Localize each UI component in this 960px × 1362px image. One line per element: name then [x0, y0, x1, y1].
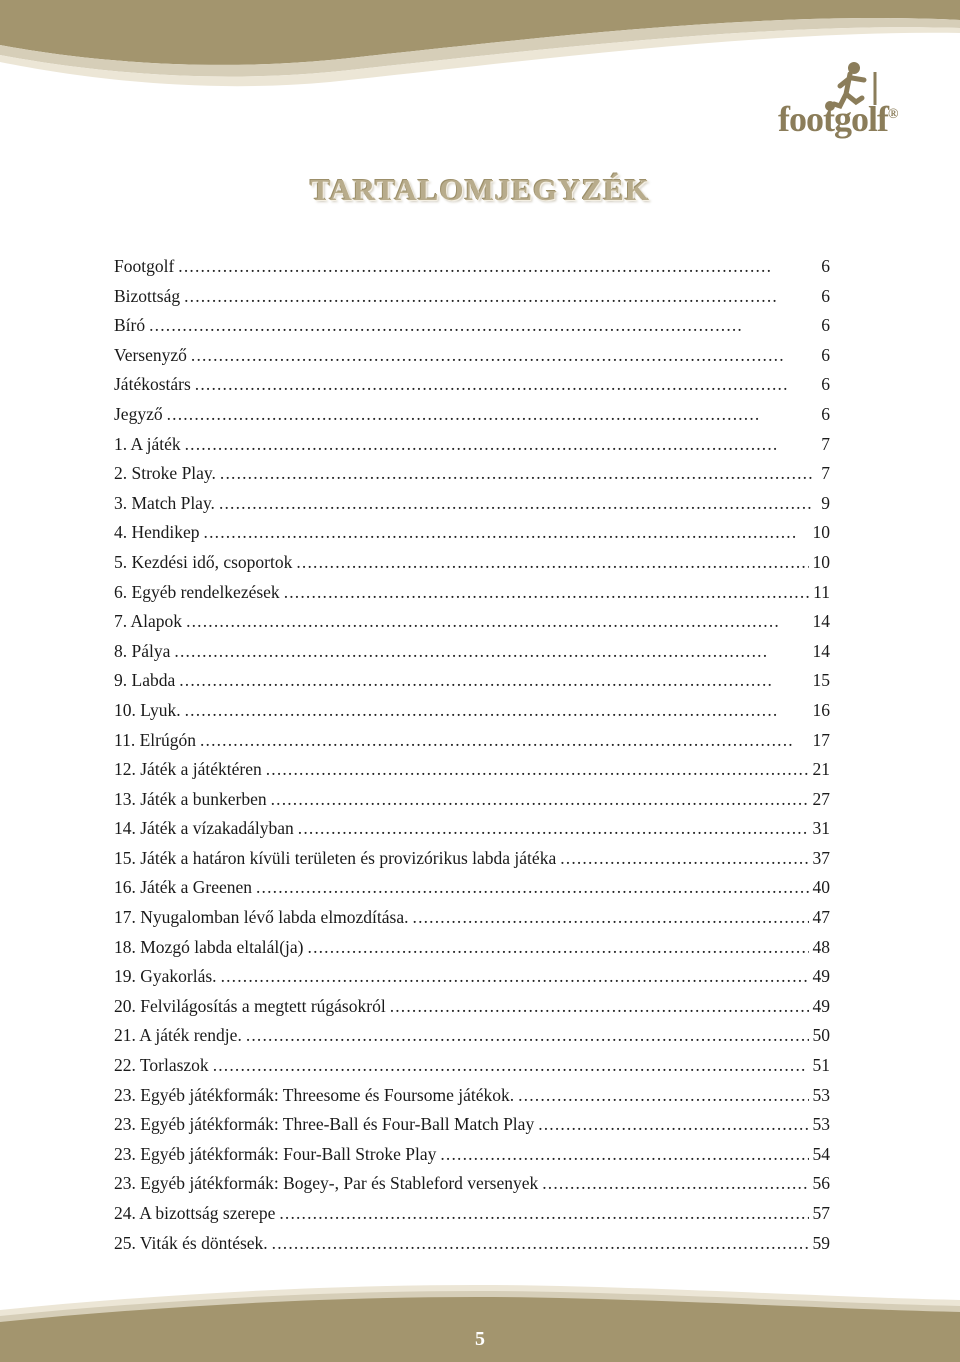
toc-leader-dots	[560, 844, 808, 874]
toc-entry-page: 40	[812, 877, 830, 898]
toc-leader-dots	[542, 1169, 808, 1199]
toc-entry-page: 53	[812, 1084, 830, 1105]
toc-leader-dots	[284, 578, 809, 608]
toc-leader-dots	[149, 311, 817, 341]
toc-entry-page: 6	[821, 315, 830, 336]
toc-entry[interactable]	[114, 666, 830, 696]
toc-entry-page: 16	[812, 699, 830, 720]
toc-leader-dots	[390, 992, 809, 1022]
toc-entry-page: 31	[812, 818, 830, 839]
toc-entry-label: 23. Egyéb játékformák: Threesome és Foursome játékok.	[114, 1084, 515, 1105]
table-of-contents	[114, 252, 830, 1258]
toc-entry[interactable]	[114, 933, 830, 963]
toc-leader-dots	[204, 518, 809, 548]
toc-leader-dots	[413, 903, 809, 933]
toc-leader-dots	[256, 873, 809, 903]
toc-entry-label: Versenyző	[114, 344, 187, 365]
toc-leader-dots	[279, 1199, 808, 1229]
footgolf-logo: footgolf®	[778, 99, 898, 139]
toc-entry[interactable]	[114, 814, 830, 844]
toc-entry-page: 6	[821, 374, 830, 395]
toc-leader-dots	[246, 1021, 809, 1051]
toc-leader-dots	[220, 459, 817, 489]
toc-leader-dots	[221, 962, 809, 992]
toc-entry-label: Játékostárs	[114, 374, 191, 395]
toc-entry-page: 53	[812, 1114, 830, 1135]
toc-entry[interactable]	[114, 844, 830, 874]
toc-entry-page: 50	[812, 1025, 830, 1046]
toc-entry-label: 13. Játék a bunkerben	[114, 788, 267, 809]
toc-entry-label: 17. Nyugalomban lévő labda elmozdítása.	[114, 907, 409, 928]
toc-entry-label: 9. Labda	[114, 670, 176, 691]
toc-entry-page: 7	[821, 463, 830, 484]
toc-entry-label: 23. Egyéb játékformák: Three-Ball és Four-Ball Match Play	[114, 1114, 535, 1135]
toc-entry[interactable]	[114, 637, 830, 667]
toc-entry[interactable]	[114, 1110, 830, 1140]
toc-entry-page: 47	[812, 907, 830, 928]
toc-entry[interactable]	[114, 489, 830, 519]
toc-entry[interactable]	[114, 1021, 830, 1051]
toc-entry[interactable]	[114, 785, 830, 815]
toc-entry[interactable]	[114, 1051, 830, 1081]
toc-entry-page: 6	[821, 344, 830, 365]
toc-entry-label: 10. Lyuk.	[114, 699, 181, 720]
toc-entry-page: 27	[812, 788, 830, 809]
toc-entry[interactable]	[114, 252, 830, 282]
toc-entry-label: 23. Egyéb játékformák: Four-Ball Stroke Play	[114, 1143, 437, 1164]
toc-leader-dots	[186, 607, 808, 637]
toc-entry-label: 1. A játék	[114, 433, 181, 454]
toc-entry[interactable]	[114, 459, 830, 489]
toc-leader-dots	[191, 341, 817, 371]
toc-entry-page: 51	[812, 1055, 830, 1076]
toc-entry-label: 21. A játék rendje.	[114, 1025, 242, 1046]
toc-entry-page: 48	[812, 936, 830, 957]
toc-entry-label: 12. Játék a játéktéren	[114, 759, 262, 780]
toc-leader-dots	[272, 1229, 809, 1259]
toc-entry-page: 6	[821, 285, 830, 306]
toc-entry-label: 11. Elrúgón	[114, 729, 196, 750]
toc-entry-label: 18. Mozgó labda eltalál(ja)	[114, 936, 304, 957]
toc-leader-dots	[538, 1110, 808, 1140]
toc-entry-page: 57	[812, 1203, 830, 1223]
toc-entry[interactable]	[114, 1229, 830, 1259]
toc-leader-dots	[185, 430, 818, 460]
toc-entry-page: 6	[821, 256, 830, 276]
toc-entry-page: 15	[812, 670, 830, 691]
toc-entry[interactable]	[114, 873, 830, 903]
toc-entry[interactable]	[114, 755, 830, 785]
toc-entry[interactable]	[114, 578, 830, 608]
toc-leader-dots	[308, 933, 809, 963]
toc-entry-label: 25. Viták és döntések.	[114, 1232, 268, 1253]
toc-entry[interactable]	[114, 518, 830, 548]
toc-entry[interactable]	[114, 1140, 830, 1170]
toc-entry-page: 14	[812, 640, 830, 661]
toc-entry-page: 17	[812, 729, 830, 750]
toc-entry-page: 9	[821, 492, 830, 513]
toc-leader-dots	[296, 548, 808, 578]
toc-entry-page: 37	[812, 847, 830, 868]
toc-entry-label: 19. Gyakorlás.	[114, 966, 217, 987]
toc-entry-label: 14. Játék a vízakadályban	[114, 818, 294, 839]
toc-entry[interactable]	[114, 282, 830, 312]
toc-entry-label: 24. A bizottság szerepe	[114, 1203, 276, 1223]
toc-entry[interactable]	[114, 903, 830, 933]
toc-leader-dots	[185, 696, 809, 726]
toc-entry-label: Bíró	[114, 315, 146, 336]
toc-entry-label: 5. Kezdési idő, csoportok	[114, 551, 293, 572]
toc-entry-page: 7	[821, 433, 830, 454]
toc-entry-page: 56	[812, 1173, 830, 1194]
toc-leader-dots	[518, 1081, 808, 1111]
toc-leader-dots	[219, 489, 817, 519]
toc-entry[interactable]	[114, 1199, 830, 1229]
page-number: 5	[475, 1328, 485, 1350]
toc-entry[interactable]	[114, 696, 830, 726]
toc-entry-label: 20. Felvilágosítás a megtett rúgásokról	[114, 995, 386, 1016]
toc-entry-page: 6	[821, 403, 830, 424]
toc-leader-dots	[298, 814, 809, 844]
toc-entry[interactable]	[114, 370, 830, 400]
toc-entry-label: 4. Hendikep	[114, 522, 200, 543]
toc-leader-dots	[179, 666, 808, 696]
toc-leader-dots	[271, 785, 809, 815]
toc-entry-label: 16. Játék a Greenen	[114, 877, 252, 898]
toc-leader-dots	[174, 637, 808, 667]
toc-entry-page: 59	[812, 1232, 830, 1253]
toc-entry-label: Jegyző	[114, 403, 163, 424]
toc-entry-label: 23. Egyéb játékformák: Bogey-, Par és Stableford versenyek	[114, 1173, 539, 1194]
toc-entry-page: 11	[813, 581, 830, 602]
toc-entry-page: 49	[812, 995, 830, 1016]
toc-entry-label: 2. Stroke Play.	[114, 463, 216, 484]
toc-entry[interactable]	[114, 430, 830, 460]
toc-entry-page: 10	[812, 522, 830, 543]
toc-entry[interactable]	[114, 400, 830, 430]
toc-leader-dots	[178, 252, 817, 282]
toc-entry[interactable]	[114, 341, 830, 371]
toc-entry[interactable]	[114, 992, 830, 1022]
toc-leader-dots	[167, 400, 818, 430]
toc-entry-label: Bizottság	[114, 285, 181, 306]
toc-entry-label: Footgolf	[114, 256, 175, 276]
toc-entry-label: 6. Egyéb rendelkezések	[114, 581, 280, 602]
toc-entry[interactable]	[114, 1169, 830, 1199]
toc-entry-label: 8. Pálya	[114, 640, 171, 661]
toc-leader-dots	[200, 726, 809, 756]
toc-leader-dots	[440, 1140, 808, 1170]
toc-entry-label: 7. Alapok	[114, 611, 183, 632]
toc-entry-label: 3. Match Play.	[114, 492, 215, 513]
toc-leader-dots	[184, 282, 817, 312]
toc-entry-label: 15. Játék a határon kívüli területen és provizórikus labda játéka	[114, 847, 557, 868]
toc-entry[interactable]	[114, 726, 830, 756]
toc-entry-label: 22. Torlaszok	[114, 1055, 209, 1076]
toc-entry-page: 14	[812, 611, 830, 632]
toc-entry[interactable]	[114, 607, 830, 637]
toc-entry[interactable]	[114, 1081, 830, 1111]
toc-entry-page: 21	[812, 759, 830, 780]
toc-entry-page: 54	[812, 1143, 830, 1164]
toc-entry[interactable]	[114, 311, 830, 341]
toc-leader-dots	[266, 755, 809, 785]
toc-entry-page: 10	[812, 551, 830, 572]
toc-leader-dots	[195, 370, 817, 400]
toc-entry[interactable]	[114, 548, 830, 578]
toc-entry-page: 49	[812, 966, 830, 987]
page-title: TARTALOMJEGYZÉK	[309, 172, 650, 207]
toc-leader-dots	[213, 1051, 809, 1081]
toc-entry[interactable]	[114, 962, 830, 992]
